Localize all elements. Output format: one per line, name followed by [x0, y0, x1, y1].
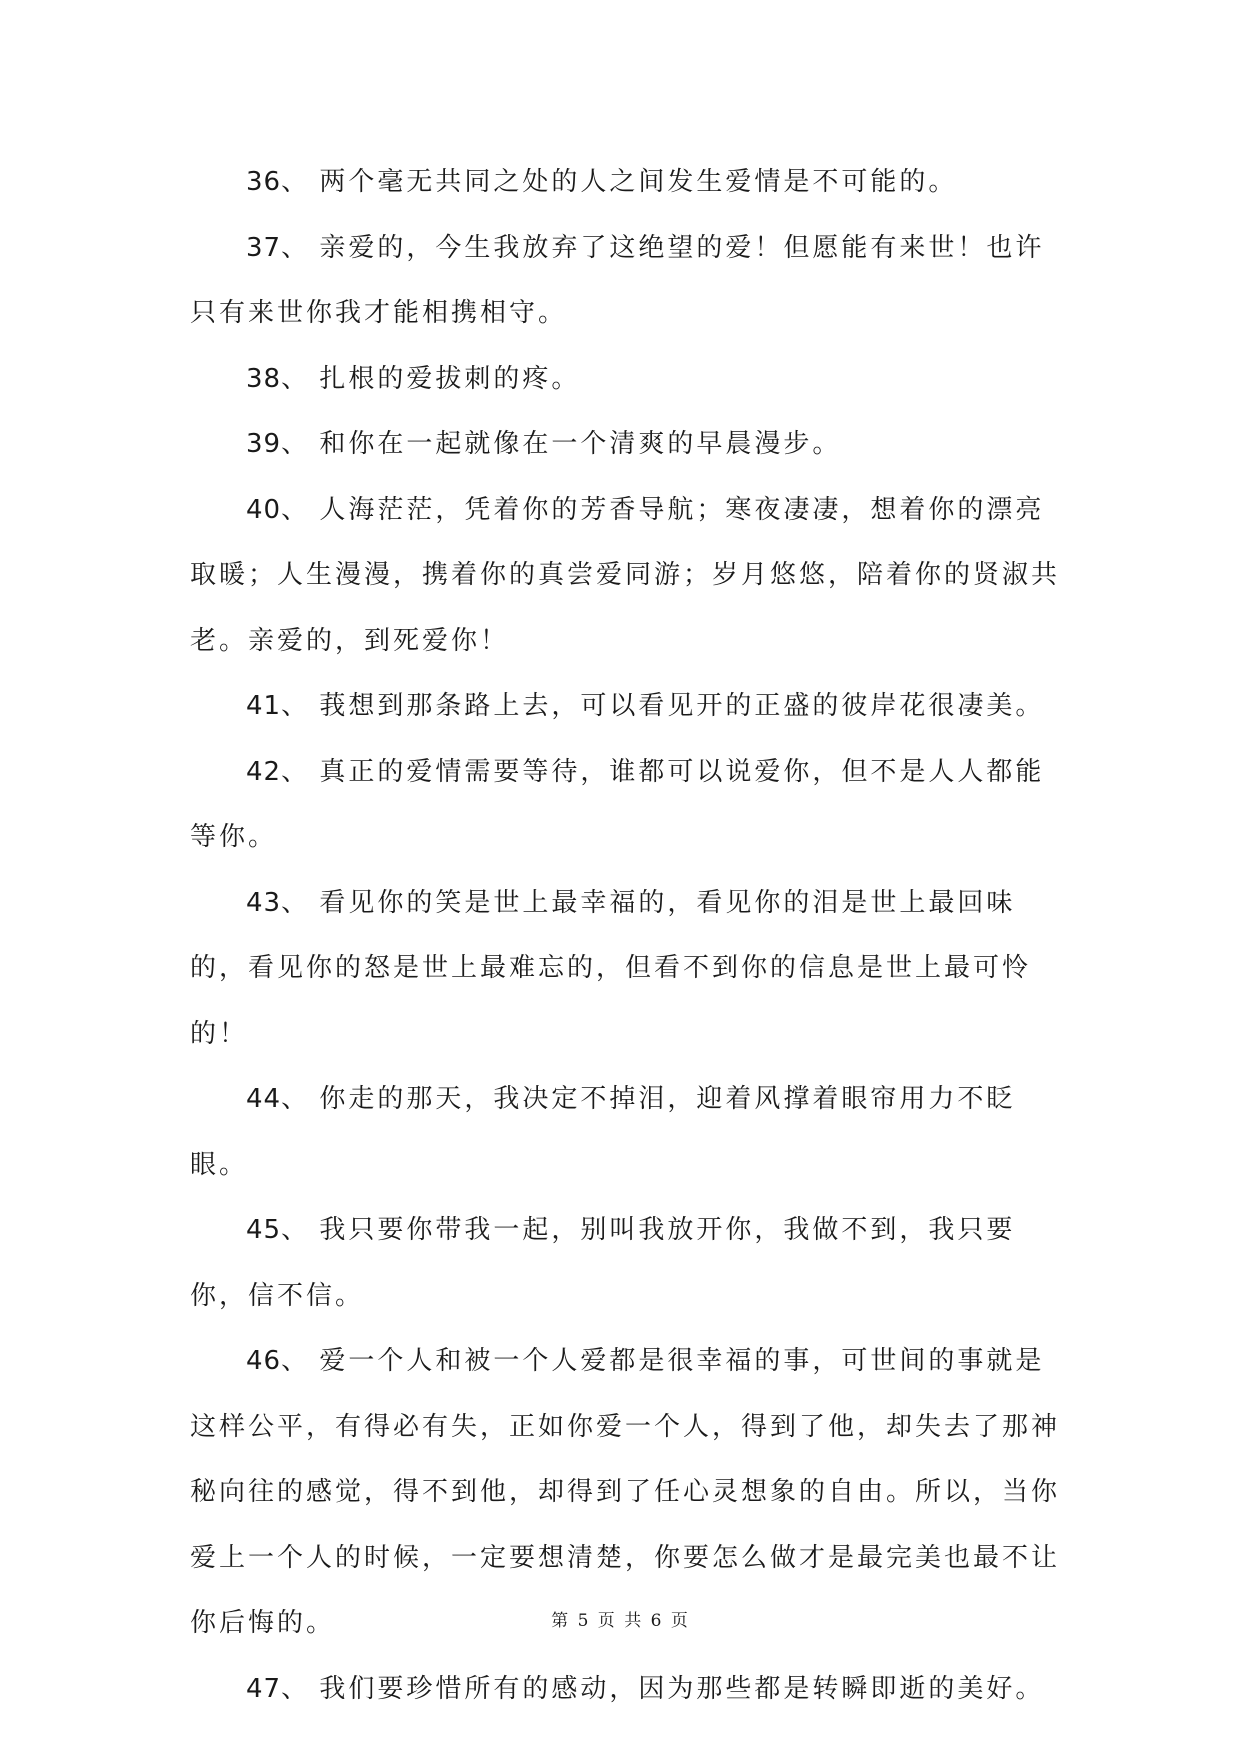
paragraph-42 — [190, 740, 1065, 871]
paragraph-44 — [190, 1067, 1065, 1198]
paragraph-text: 亲爱的，今生我放弃了这绝望的爱！但愿能有来世！也许只有来世你我才能相携相守。 — [190, 232, 1045, 328]
paragraph-number: 38、 — [246, 363, 309, 394]
paragraph-text: 莪想到那条路上去，可以看见开的正盛的彼岸花很凄美。 — [319, 691, 1045, 721]
paragraph-text: 我们要珍惜所有的感动，因为那些都是转瞬即逝的美好。 — [319, 1673, 1045, 1704]
page-footer — [0, 1606, 1241, 1631]
paragraph-38 — [190, 347, 1065, 413]
paragraph-number: 47、 — [246, 1673, 309, 1704]
paragraph-text: 真正的爱情需要等待，谁都可以说爱你，但不是人人都能等你。 — [190, 756, 1045, 852]
paragraph-45 — [190, 1198, 1065, 1329]
paragraph-number: 44、 — [246, 1084, 309, 1114]
paragraph-text: 两个毫无共同之处的人之间发生爱情是不可能的。 — [319, 167, 958, 197]
paragraph-number: 37、 — [246, 232, 309, 263]
paragraph-number: 45、 — [246, 1215, 309, 1245]
paragraph-number: 42、 — [246, 756, 309, 787]
document-body — [190, 150, 1065, 1722]
paragraph-37 — [190, 216, 1065, 347]
paragraph-text: 扎根的爱拔刺的疼。 — [319, 363, 581, 394]
paragraph-number: 46、 — [246, 1346, 309, 1376]
paragraph-text: 爱一个人和被一个人爱都是很幸福的事，可世间的事就是这样公平，有得必有失，正如你爱一个人，得到了他，却失去了那神秘向往的感觉，得不到他，却得到了任心灵想象的自由。所以，当你爱上一个人的时候，一定要想清楚，你要怎么做才是最完美也最不让你后悔的。 — [190, 1346, 1061, 1638]
paragraph-text: 和你在一起就像在一个清爽的早晨漫步。 — [319, 429, 842, 459]
paragraph-text: 看见你的笑是世上最幸福的，看见你的泪是世上最回味的，看见你的怒是世上最难忘的，但看不到你的信息是世上最可怜的！ — [190, 887, 1032, 1049]
paragraph-40 — [190, 478, 1065, 675]
paragraph-number: 40、 — [246, 494, 309, 525]
paragraph-36 — [190, 150, 1065, 216]
paragraph-number: 36、 — [246, 167, 309, 197]
paragraph-number: 43、 — [246, 887, 309, 918]
page-number-label: 第 5 页 共 6 页 — [551, 1611, 690, 1631]
paragraph-43 — [190, 871, 1065, 1068]
paragraph-39 — [190, 412, 1065, 478]
paragraph-text: 你走的那天，我决定不掉泪，迎着风撑着眼帘用力不眨眼。 — [190, 1084, 1016, 1180]
paragraph-text: 我只要你带我一起，别叫我放开你，我做不到，我只要你，信不信。 — [190, 1215, 1016, 1311]
paragraph-text: 人海茫茫，凭着你的芳香导航；寒夜凄凄，想着你的漂亮取暖；人生漫漫，携着你的真尝爱同游；岁月悠悠，陪着你的贤淑共老。亲爱的，到死爱你！ — [190, 494, 1061, 656]
paragraph-number: 39、 — [246, 429, 309, 459]
paragraph-47 — [190, 1657, 1065, 1723]
paragraph-41 — [190, 674, 1065, 740]
paragraph-number: 41、 — [246, 691, 309, 721]
